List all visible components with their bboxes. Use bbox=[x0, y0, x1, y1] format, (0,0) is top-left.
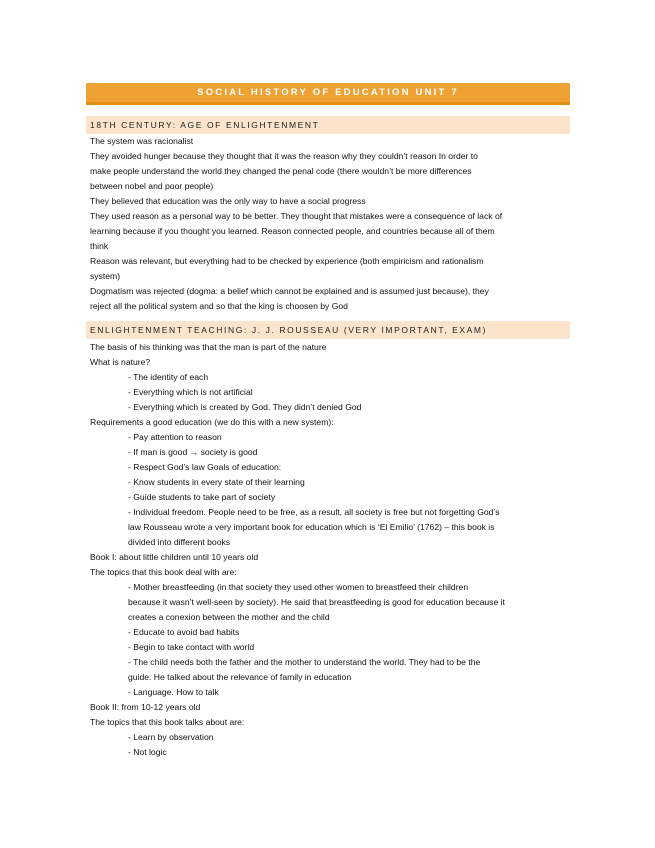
section-heading-text: 18TH CENTURY: AGE OF ENLIGHTENMENT bbox=[90, 120, 320, 130]
text-line: Reason was relevant, but everything had to be checked by experience (both empiricism and rationalism bbox=[90, 256, 484, 266]
list-item: - Not logic bbox=[128, 747, 167, 757]
list-item: - Individual freedom. People need to be free, as a result, all society is free but not forgetting God’s bbox=[128, 507, 500, 517]
list-item: law Rousseau wrote a very important book for education which is ‘El Emilio’ (1762) – this book is bbox=[128, 522, 495, 532]
document-title: SOCIAL HISTORY OF EDUCATION UNIT 7 bbox=[197, 87, 459, 98]
text-line: The system was racionalist bbox=[90, 136, 194, 146]
text-line: make people understand the world they changed the penal code (there wouldn’t be more differences bbox=[90, 166, 472, 176]
text-line: learning because if you thought you learned. Reason connected people, and countries because all of them bbox=[90, 226, 495, 236]
section-heading-enlightenment bbox=[86, 116, 570, 134]
list-item: - Know students in every state of their learning bbox=[128, 477, 305, 487]
section-heading-rousseau bbox=[86, 321, 570, 339]
text-line: between nobel and poor people) bbox=[90, 181, 214, 191]
list-item: - If man is good → society is good bbox=[128, 447, 258, 457]
list-item: - Begin to take contact with world bbox=[128, 642, 255, 652]
text-line: They believed that education was the only way to have a social progress bbox=[90, 196, 366, 206]
section-rousseau-body bbox=[90, 340, 566, 760]
list-item: - Respect God’s law Goals of education: bbox=[128, 462, 282, 472]
text-line: The basis of his thinking was that the man is part of the nature bbox=[90, 342, 327, 352]
text-line: Book II: from 10-12 years old bbox=[90, 702, 201, 712]
text-line: think bbox=[90, 241, 109, 251]
list-item: creates a conexion between the mother and the child bbox=[128, 612, 330, 622]
list-item: - Guide students to take part of society bbox=[128, 492, 276, 502]
list-item: - Language. How to talk bbox=[128, 687, 219, 697]
list-item: - Mother breastfeeding (in that society they used other women to breastfeed their children bbox=[128, 582, 469, 592]
text-line: Requirements a good education (we do this with a new system): bbox=[90, 417, 334, 427]
text-line: The topics that this book talks about are: bbox=[90, 717, 245, 727]
list-item: - Pay attention to reason bbox=[128, 432, 222, 442]
list-item: - The identity of each bbox=[128, 372, 209, 382]
list-item: - Learn by observation bbox=[128, 732, 214, 742]
list-item: - Educate to avoid bad habits bbox=[128, 627, 240, 637]
list-item: because it wasn’t well-seen by society). He said that breastfeeding is good for education because it bbox=[128, 597, 505, 607]
text-line: The topics that this book deal with are: bbox=[90, 567, 237, 577]
list-item: guide. He talked about the relevance of family in education bbox=[128, 672, 352, 682]
text-line: Book I: about little children until 10 years old bbox=[90, 552, 259, 562]
text-line: reject all the political system and so that the king is choosen by God bbox=[90, 301, 348, 311]
text-line: They avoided hunger because they thought that it was the reason why they couldn’t reason In order to bbox=[90, 151, 478, 161]
document-title-bar bbox=[86, 83, 570, 105]
text-line: system) bbox=[90, 271, 121, 281]
text-line: What is nature? bbox=[90, 357, 151, 367]
list-item: - Everything which is created by God. They didn’t denied God bbox=[128, 402, 362, 412]
text-line: Dogmatism was rejected (dogma: a belief which cannot be explained and is assumed just because), they bbox=[90, 286, 489, 296]
list-item: - The child needs both the father and the mother to understand the world. They had to be the bbox=[128, 657, 481, 667]
section-enlightenment-body bbox=[90, 134, 566, 314]
list-item: - Everything which is not artificial bbox=[128, 387, 253, 397]
section-heading-text: ENLIGHTENMENT TEACHING: J. J. ROUSSEAU (VERY IMPORTANT, EXAM) bbox=[90, 325, 488, 335]
text-line: They used reason as a personal way to be better. They thought that mistakes were a consequence of lack of bbox=[90, 211, 503, 221]
list-item: divided into different books bbox=[128, 537, 231, 547]
